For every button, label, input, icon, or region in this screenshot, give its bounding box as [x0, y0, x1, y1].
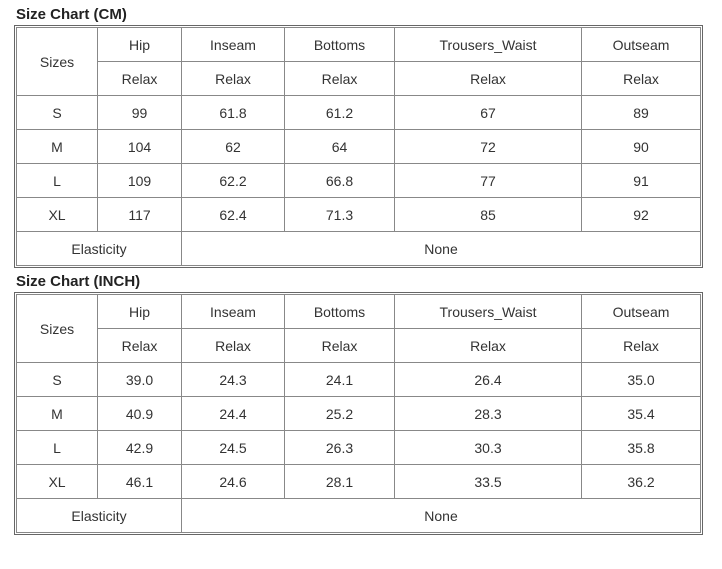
elasticity-label: Elasticity: [17, 232, 182, 266]
value-cell: 104: [98, 130, 182, 164]
table-row: [17, 397, 701, 431]
subheader-cell: Relax: [395, 62, 582, 96]
value-cell: 89: [582, 96, 701, 130]
column-header-hip: Hip: [98, 295, 182, 329]
column-header-inseam: Inseam: [182, 28, 285, 62]
value-cell: 24.1: [285, 363, 395, 397]
table-row: [17, 198, 701, 232]
value-cell: 85: [395, 198, 582, 232]
elasticity-value: None: [182, 232, 701, 266]
subheader-row: [17, 62, 701, 96]
value-cell: 90: [582, 130, 701, 164]
subheader-cell: Relax: [285, 62, 395, 96]
value-cell: 62: [182, 130, 285, 164]
column-header-outseam: Outseam: [582, 295, 701, 329]
value-cell: 28.1: [285, 465, 395, 499]
subheader-row: [17, 329, 701, 363]
subheader-cell: Relax: [395, 329, 582, 363]
value-cell: 117: [98, 198, 182, 232]
sizes-header-cell: Sizes: [17, 295, 98, 363]
value-cell: 26.4: [395, 363, 582, 397]
value-cell: 62.2: [182, 164, 285, 198]
table-row: [17, 96, 701, 130]
value-cell: 35.8: [582, 431, 701, 465]
size-cell: L: [17, 164, 98, 198]
elasticity-value: None: [182, 499, 701, 533]
value-cell: 33.5: [395, 465, 582, 499]
value-cell: 77: [395, 164, 582, 198]
value-cell: 66.8: [285, 164, 395, 198]
value-cell: 62.4: [182, 198, 285, 232]
size-cell: L: [17, 431, 98, 465]
value-cell: 42.9: [98, 431, 182, 465]
size-chart-cm-title: Size Chart (CM): [16, 6, 127, 23]
value-cell: 26.3: [285, 431, 395, 465]
size-chart-cm-table: [16, 27, 701, 266]
value-cell: 72: [395, 130, 582, 164]
column-header-trousers-waist: Trousers_Waist: [395, 295, 582, 329]
table-row: [17, 363, 701, 397]
subheader-cell: Relax: [182, 329, 285, 363]
value-cell: 46.1: [98, 465, 182, 499]
value-cell: 109: [98, 164, 182, 198]
elasticity-row: [17, 232, 701, 266]
elasticity-label: Elasticity: [17, 499, 182, 533]
value-cell: 35.4: [582, 397, 701, 431]
value-cell: 24.6: [182, 465, 285, 499]
sizes-header-cell: Sizes: [17, 28, 98, 96]
value-cell: 64: [285, 130, 395, 164]
column-header-outseam: Outseam: [582, 28, 701, 62]
value-cell: 30.3: [395, 431, 582, 465]
size-chart-inch-title: Size Chart (INCH): [16, 273, 141, 290]
value-cell: 40.9: [98, 397, 182, 431]
value-cell: 28.3: [395, 397, 582, 431]
value-cell: 24.5: [182, 431, 285, 465]
subheader-cell: Relax: [98, 329, 182, 363]
value-cell: 25.2: [285, 397, 395, 431]
size-chart-inch-table: [16, 294, 701, 533]
size-cell: M: [17, 397, 98, 431]
value-cell: 35.0: [582, 363, 701, 397]
table-row: [17, 164, 701, 198]
table-row: [17, 130, 701, 164]
column-header-hip: Hip: [98, 28, 182, 62]
subheader-cell: Relax: [285, 329, 395, 363]
value-cell: 99: [98, 96, 182, 130]
column-header-trousers-waist: Trousers_Waist: [395, 28, 582, 62]
subheader-cell: Relax: [582, 329, 701, 363]
table-row: [17, 465, 701, 499]
column-header-bottoms: Bottoms: [285, 28, 395, 62]
column-header-bottoms: Bottoms: [285, 295, 395, 329]
value-cell: 61.8: [182, 96, 285, 130]
value-cell: 61.2: [285, 96, 395, 130]
value-cell: 71.3: [285, 198, 395, 232]
header-row: [17, 28, 701, 62]
table-row: [17, 431, 701, 465]
size-cell: XL: [17, 465, 98, 499]
column-header-inseam: Inseam: [182, 295, 285, 329]
value-cell: 92: [582, 198, 701, 232]
subheader-cell: Relax: [182, 62, 285, 96]
value-cell: 91: [582, 164, 701, 198]
size-cell: XL: [17, 198, 98, 232]
size-cell: S: [17, 363, 98, 397]
header-row: [17, 295, 701, 329]
value-cell: 67: [395, 96, 582, 130]
size-cell: M: [17, 130, 98, 164]
subheader-cell: Relax: [582, 62, 701, 96]
subheader-cell: Relax: [98, 62, 182, 96]
value-cell: 39.0: [98, 363, 182, 397]
elasticity-row: [17, 499, 701, 533]
value-cell: 24.3: [182, 363, 285, 397]
size-cell: S: [17, 96, 98, 130]
value-cell: 36.2: [582, 465, 701, 499]
value-cell: 24.4: [182, 397, 285, 431]
